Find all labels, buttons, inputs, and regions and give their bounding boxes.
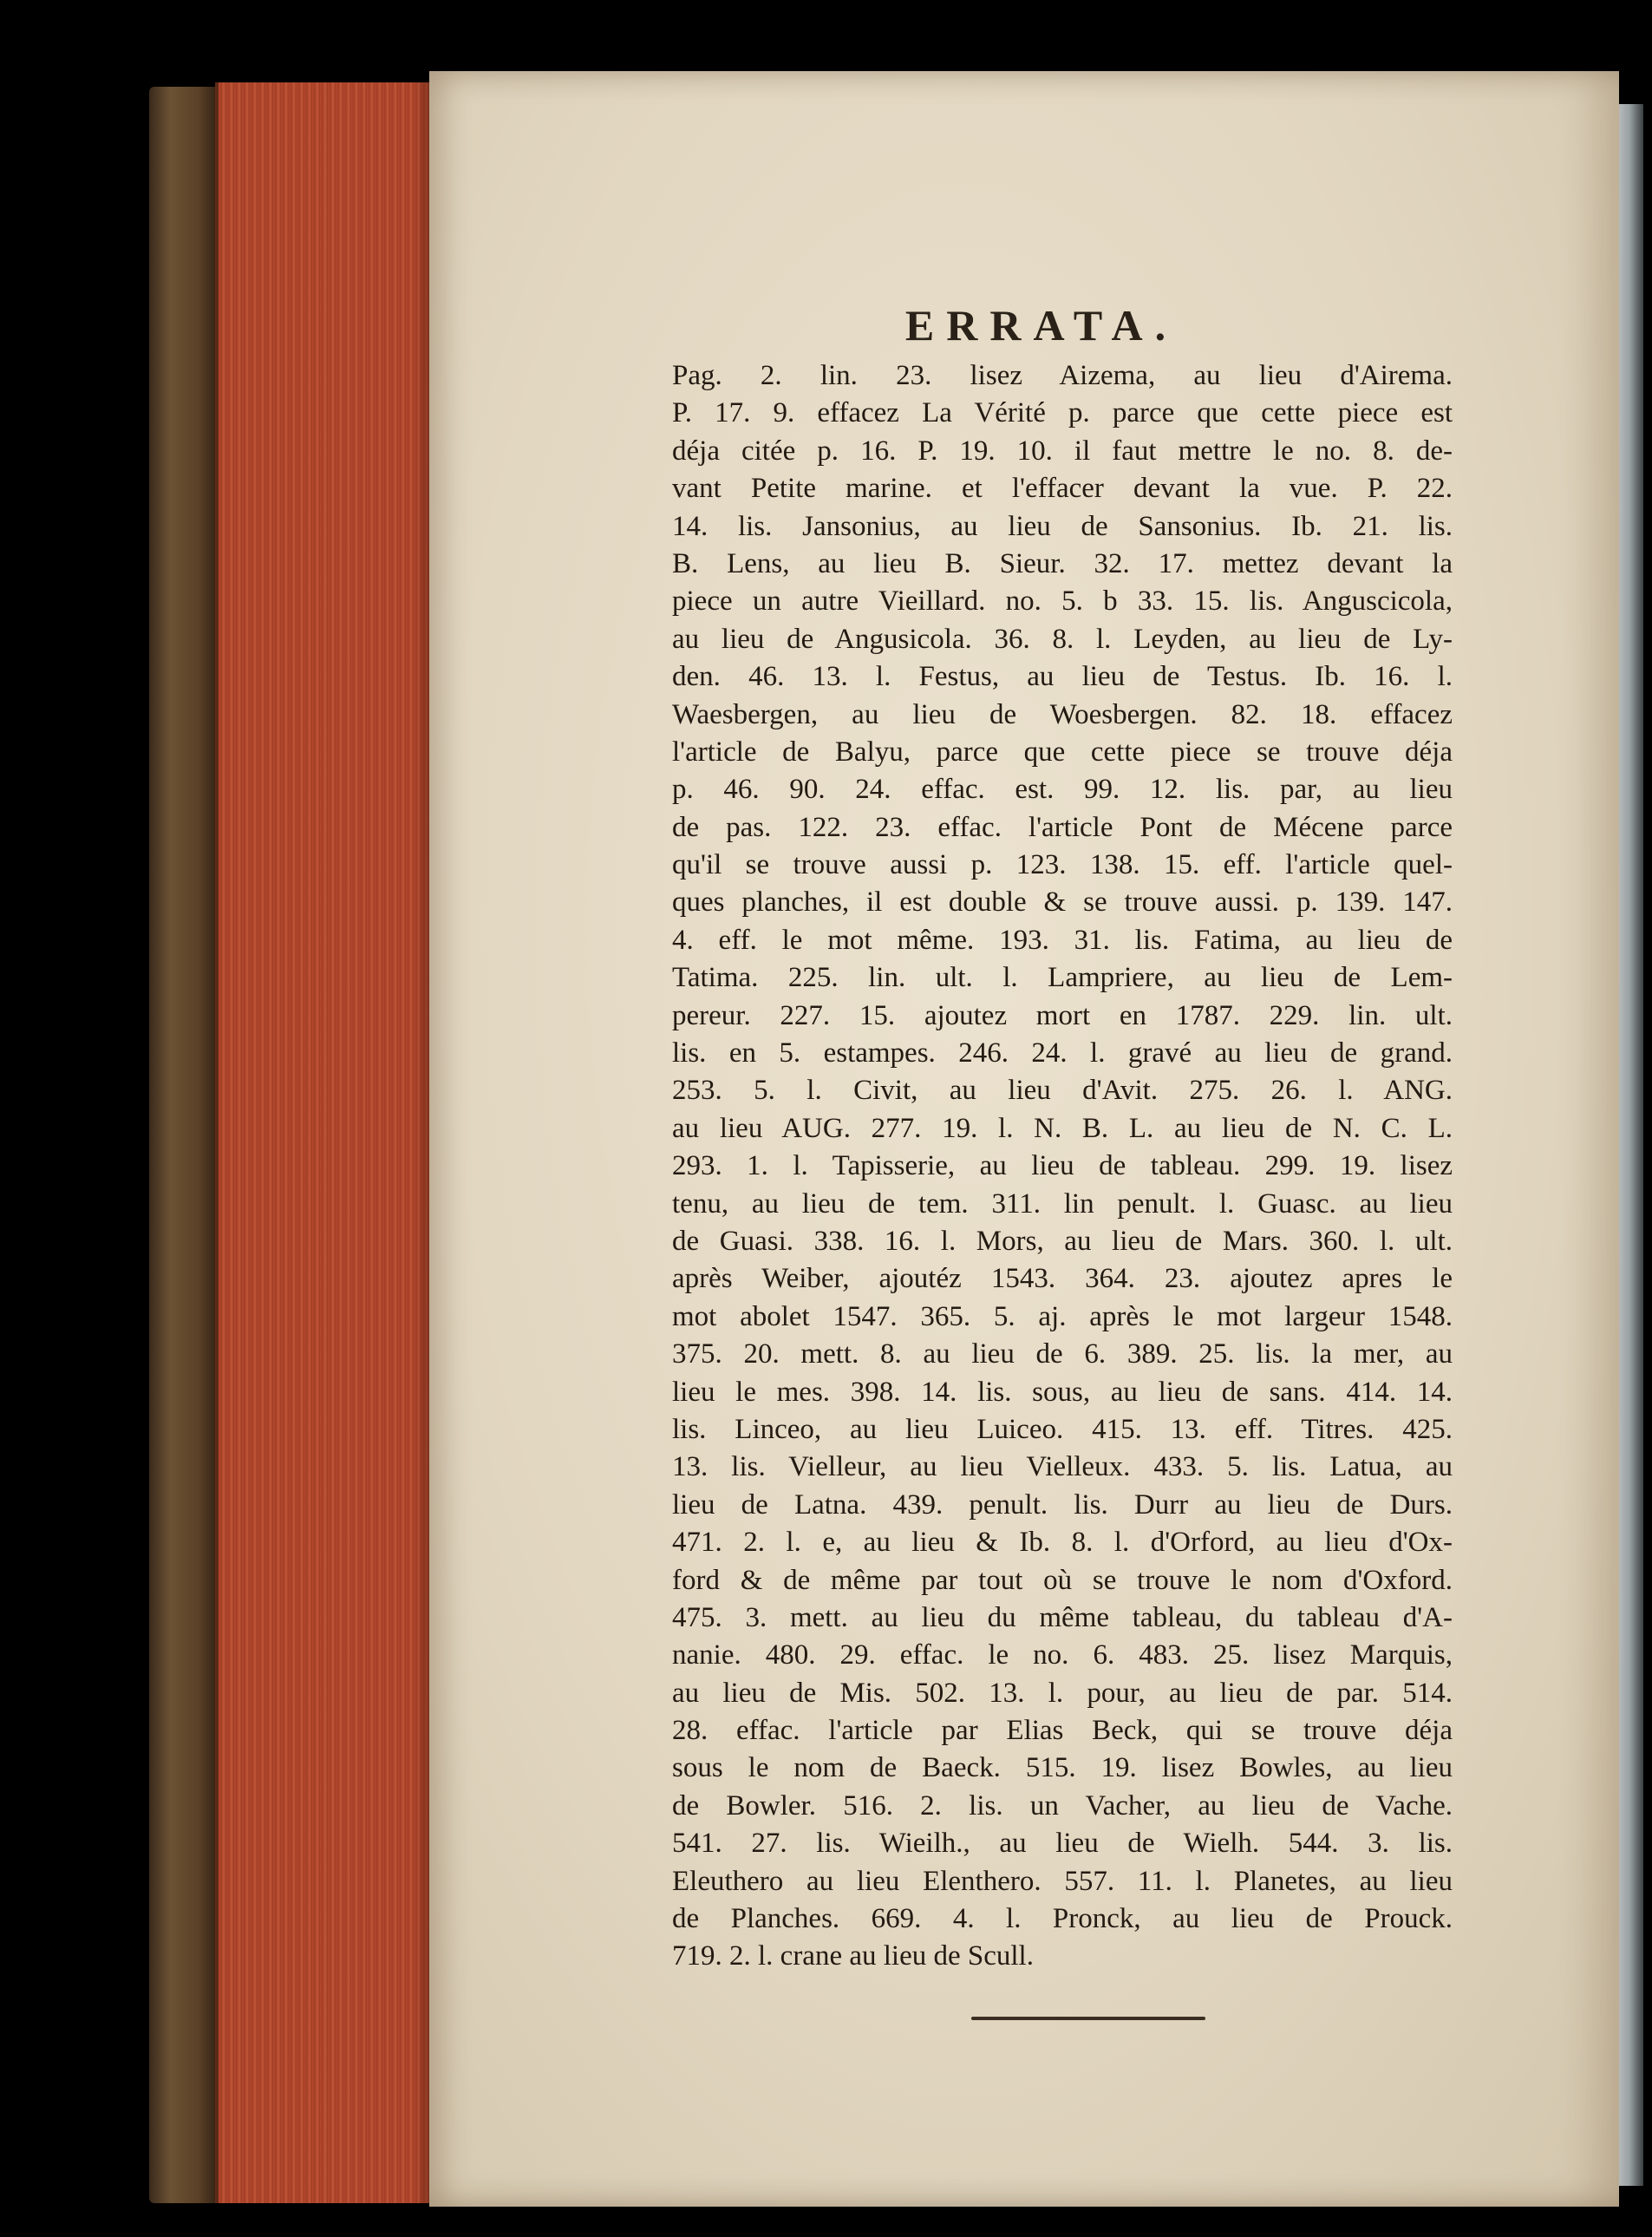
errata-line: pereur. 227. 15. ajoutez mort en 1787. 229. lin. ult. xyxy=(672,999,1453,1031)
errata-line: lis. Linceo, au lieu Luiceo. 415. 13. eff. Titres. 425. xyxy=(672,1413,1453,1445)
errata-line: ford & de même par tout où se trouve le nom d'Oxford. xyxy=(672,1564,1453,1596)
errata-line: de Bowler. 516. 2. lis. un Vacher, au lieu de Vache. xyxy=(672,1789,1453,1822)
errata-line: P. 17. 9. effacez La Vérité p. parce que cette piece est xyxy=(672,397,1453,429)
errata-line: vant Petite marine. et l'effacer devant la vue. P. 22. xyxy=(672,473,1453,505)
errata-line: den. 46. 13. l. Festus, au lieu de Testus. Ib. 16. l. xyxy=(672,661,1453,693)
errata-line: 28. effac. l'article par Elias Beck, qui se trouve déja xyxy=(672,1715,1453,1747)
errata-line: de pas. 122. 23. effac. l'article Pont de Mécene parce xyxy=(672,811,1453,843)
errata-line: l'article de Balyu, parce que cette piece se trouve déja xyxy=(672,736,1453,768)
page-edges xyxy=(215,82,435,2203)
errata-line: qu'il se trouve aussi p. 123. 138. 15. eff. l'article quel- xyxy=(672,849,1453,881)
closing-rule xyxy=(971,2017,1205,2020)
book-page xyxy=(429,71,1619,2207)
errata-line: 475. 3. mett. au lieu du même tableau, du tableau d'A- xyxy=(672,1601,1453,1633)
errata-line: 4. eff. le mot même. 193. 31. lis. Fatima, au lieu de xyxy=(672,924,1453,956)
page-title: ERRATA. xyxy=(904,301,1179,350)
errata-line: après Weiber, ajoutéz 1543. 364. 23. ajoutez apres le xyxy=(672,1263,1453,1295)
errata-line: Pag. 2. lin. 23. lisez Aizema, au lieu d'Airema. xyxy=(672,360,1453,391)
errata-line: B. Lens, au lieu B. Sieur. 32. 17. mettez devant la xyxy=(672,547,1453,579)
errata-line: Eleuthero au lieu Elenthero. 557. 11. l. Planetes, au lieu xyxy=(672,1865,1453,1897)
errata-line: 541. 27. lis. Wieilh., au lieu de Wielh. 544. 3. lis. xyxy=(672,1828,1453,1860)
errata-line: 719. 2. l. crane au lieu de Scull. xyxy=(672,1940,1034,1972)
errata-line: piece un autre Vieillard. no. 5. b 33. 15. lis. Anguscicola, xyxy=(672,585,1453,618)
errata-line: lieu le mes. 398. 14. lis. sous, au lieu de sans. 414. 14. xyxy=(672,1376,1453,1408)
errata-line: p. 46. 90. 24. effac. est. 99. 12. lis. par, au lieu xyxy=(672,774,1453,806)
errata-line: 293. 1. l. Tapisserie, au lieu de tableau. 299. 19. lisez xyxy=(672,1150,1453,1182)
errata-line: 14. lis. Jansonius, au lieu de Sansonius. Ib. 21. lis. xyxy=(672,510,1453,542)
errata-line: mot abolet 1547. 365. 5. aj. après le mot largeur 1548. xyxy=(672,1300,1453,1332)
errata-line: ques planches, il est double & se trouve aussi. p. 139. 147. xyxy=(672,886,1453,919)
errata-line: 471. 2. l. e, au lieu & Ib. 8. l. d'Orford, au lieu d'Ox- xyxy=(672,1527,1453,1559)
errata-line: 13. lis. Vielleur, au lieu Vielleux. 433. 5. lis. Latua, au xyxy=(672,1451,1453,1483)
errata-line: sous le nom de Baeck. 515. 19. lisez Bowles, au lieu xyxy=(672,1752,1453,1784)
errata-line: au lieu de Angusicola. 36. 8. l. Leyden, au lieu de Ly- xyxy=(672,623,1453,655)
errata-line: déja citée p. 16. P. 19. 10. il faut mettre le no. 8. de- xyxy=(672,435,1453,467)
errata-body xyxy=(672,357,1453,1976)
errata-line: au lieu de Mis. 502. 13. l. pour, au lieu de par. 514. xyxy=(672,1677,1453,1709)
errata-line: de Planches. 669. 4. l. Pronck, au lieu de Prouck. xyxy=(672,1903,1453,1935)
errata-line: Tatima. 225. lin. ult. l. Lampriere, au lieu de Lem- xyxy=(672,962,1453,994)
errata-line: 375. 20. mett. 8. au lieu de 6. 389. 25. lis. la mer, au xyxy=(672,1338,1453,1370)
errata-line: lieu de Latna. 439. penult. lis. Durr au lieu de Durs. xyxy=(672,1488,1453,1521)
errata-line: de Guasi. 338. 16. l. Mors, au lieu de Mars. 360. l. ult. xyxy=(672,1225,1453,1257)
errata-line: Waesbergen, au lieu de Woesbergen. 82. 18. effacez xyxy=(672,698,1453,730)
errata-line: 253. 5. l. Civit, au lieu d'Avit. 275. 26. l. ANG. xyxy=(672,1075,1453,1107)
errata-line: au lieu AUG. 277. 19. l. N. B. L. au lieu de N. C. L. xyxy=(672,1112,1453,1144)
errata-line: nanie. 480. 29. effac. le no. 6. 483. 25. lisez Marquis, xyxy=(672,1639,1453,1671)
book-spine xyxy=(149,87,220,2203)
errata-line: lis. en 5. estampes. 246. 24. l. gravé au lieu de grand. xyxy=(672,1037,1453,1069)
errata-line: tenu, au lieu de tem. 311. lin penult. l. Guasc. au lieu xyxy=(672,1187,1453,1220)
